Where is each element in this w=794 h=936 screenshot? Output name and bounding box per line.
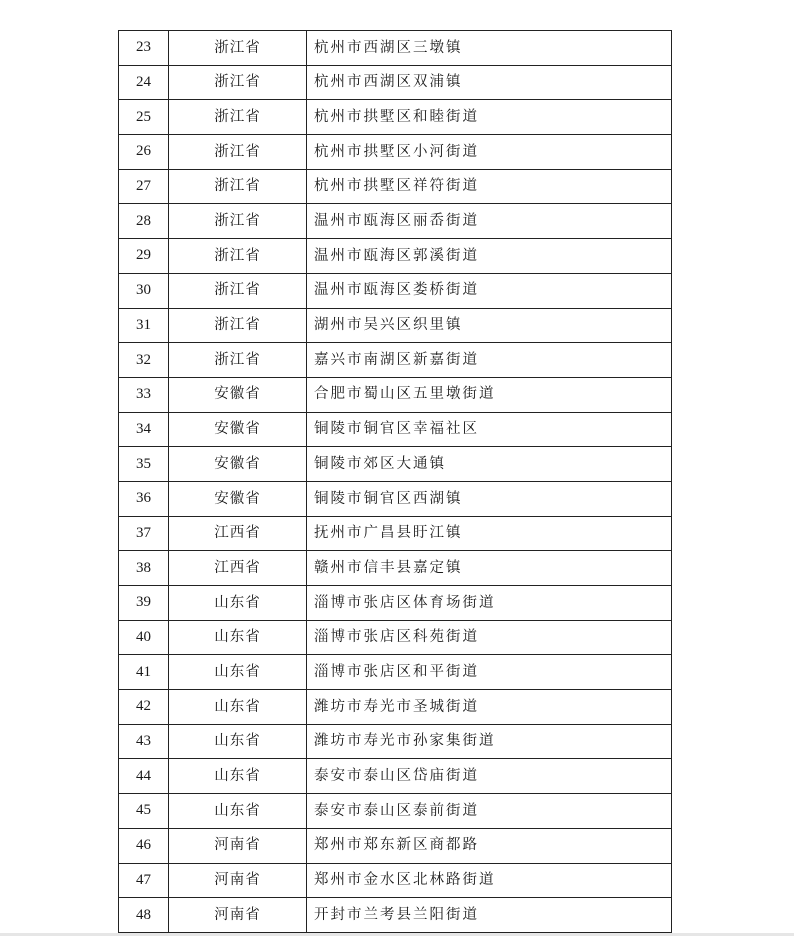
location-cell: 铜陵市铜官区幸福社区: [307, 412, 672, 447]
province-cell: 山东省: [169, 690, 307, 725]
location-cell: 铜陵市铜官区西湖镇: [307, 481, 672, 516]
row-number-cell: 42: [119, 690, 169, 725]
location-cell: 淄博市张店区体育场街道: [307, 586, 672, 621]
province-cell: 浙江省: [169, 308, 307, 343]
location-cell: 淄博市张店区科苑街道: [307, 620, 672, 655]
location-cell: 杭州市拱墅区和睦街道: [307, 100, 672, 135]
location-cell: 开封市兰考县兰阳街道: [307, 898, 672, 933]
province-cell: 山东省: [169, 586, 307, 621]
table-row: [119, 377, 672, 412]
province-cell: 浙江省: [169, 135, 307, 170]
table-row: [119, 169, 672, 204]
location-cell: 杭州市西湖区三墩镇: [307, 31, 672, 66]
province-cell: 山东省: [169, 655, 307, 690]
table-row: [119, 412, 672, 447]
province-cell: 山东省: [169, 620, 307, 655]
location-cell: 泰安市泰山区岱庙街道: [307, 759, 672, 794]
table-row: [119, 31, 672, 66]
location-cell: 温州市瓯海区丽岙街道: [307, 204, 672, 239]
table-row: [119, 481, 672, 516]
row-number-cell: 43: [119, 724, 169, 759]
province-cell: 江西省: [169, 516, 307, 551]
row-number-cell: 24: [119, 65, 169, 100]
row-number-cell: 28: [119, 204, 169, 239]
location-cell: 郑州市郑东新区商都路: [307, 828, 672, 863]
location-cell: 温州市瓯海区娄桥街道: [307, 273, 672, 308]
location-cell: 潍坊市寿光市圣城街道: [307, 690, 672, 725]
table-row: [119, 898, 672, 933]
province-cell: 山东省: [169, 759, 307, 794]
province-cell: 山东省: [169, 794, 307, 829]
table-body: [119, 31, 672, 933]
row-number-cell: 27: [119, 169, 169, 204]
row-number-cell: 26: [119, 135, 169, 170]
table-row: [119, 620, 672, 655]
location-cell: 温州市瓯海区郭溪街道: [307, 239, 672, 274]
location-cell: 杭州市拱墅区小河街道: [307, 135, 672, 170]
province-cell: 安徽省: [169, 481, 307, 516]
table-row: [119, 863, 672, 898]
province-cell: 浙江省: [169, 31, 307, 66]
table-row: [119, 586, 672, 621]
location-cell: 合肥市蜀山区五里墩街道: [307, 377, 672, 412]
row-number-cell: 45: [119, 794, 169, 829]
location-cell: 湖州市吴兴区织里镇: [307, 308, 672, 343]
row-number-cell: 36: [119, 481, 169, 516]
table-row: [119, 100, 672, 135]
table-row: [119, 551, 672, 586]
row-number-cell: 41: [119, 655, 169, 690]
province-cell: 浙江省: [169, 239, 307, 274]
table-row: [119, 239, 672, 274]
table-row: [119, 516, 672, 551]
row-number-cell: 46: [119, 828, 169, 863]
location-cell: 杭州市西湖区双浦镇: [307, 65, 672, 100]
location-cell: 淄博市张店区和平街道: [307, 655, 672, 690]
row-number-cell: 32: [119, 343, 169, 378]
location-cell: 郑州市金水区北林路街道: [307, 863, 672, 898]
row-number-cell: 33: [119, 377, 169, 412]
province-cell: 江西省: [169, 551, 307, 586]
province-cell: 河南省: [169, 898, 307, 933]
province-cell: 河南省: [169, 828, 307, 863]
province-cell: 浙江省: [169, 65, 307, 100]
province-cell: 浙江省: [169, 169, 307, 204]
location-cell: 嘉兴市南湖区新嘉街道: [307, 343, 672, 378]
table-row: [119, 655, 672, 690]
table-row: [119, 343, 672, 378]
list-table: [118, 30, 672, 933]
location-cell: 杭州市拱墅区祥符街道: [307, 169, 672, 204]
row-number-cell: 30: [119, 273, 169, 308]
province-cell: 河南省: [169, 863, 307, 898]
province-cell: 浙江省: [169, 273, 307, 308]
province-cell: 安徽省: [169, 447, 307, 482]
table-row: [119, 724, 672, 759]
row-number-cell: 47: [119, 863, 169, 898]
row-number-cell: 25: [119, 100, 169, 135]
province-cell: 浙江省: [169, 343, 307, 378]
table-row: [119, 204, 672, 239]
table-row: [119, 828, 672, 863]
row-number-cell: 31: [119, 308, 169, 343]
province-cell: 安徽省: [169, 412, 307, 447]
province-cell: 山东省: [169, 724, 307, 759]
location-cell: 泰安市泰山区泰前街道: [307, 794, 672, 829]
location-cell: 铜陵市郊区大通镇: [307, 447, 672, 482]
table-row: [119, 65, 672, 100]
row-number-cell: 34: [119, 412, 169, 447]
row-number-cell: 38: [119, 551, 169, 586]
table-row: [119, 308, 672, 343]
location-cell: 抚州市广昌县盱江镇: [307, 516, 672, 551]
table-row: [119, 794, 672, 829]
row-number-cell: 35: [119, 447, 169, 482]
province-cell: 安徽省: [169, 377, 307, 412]
row-number-cell: 29: [119, 239, 169, 274]
table-row: [119, 135, 672, 170]
table-row: [119, 759, 672, 794]
row-number-cell: 39: [119, 586, 169, 621]
table-row: [119, 690, 672, 725]
row-number-cell: 48: [119, 898, 169, 933]
table-row: [119, 273, 672, 308]
row-number-cell: 23: [119, 31, 169, 66]
table-row: [119, 447, 672, 482]
province-cell: 浙江省: [169, 204, 307, 239]
province-cell: 浙江省: [169, 100, 307, 135]
row-number-cell: 40: [119, 620, 169, 655]
row-number-cell: 44: [119, 759, 169, 794]
location-cell: 赣州市信丰县嘉定镇: [307, 551, 672, 586]
location-cell: 潍坊市寿光市孙家集街道: [307, 724, 672, 759]
row-number-cell: 37: [119, 516, 169, 551]
